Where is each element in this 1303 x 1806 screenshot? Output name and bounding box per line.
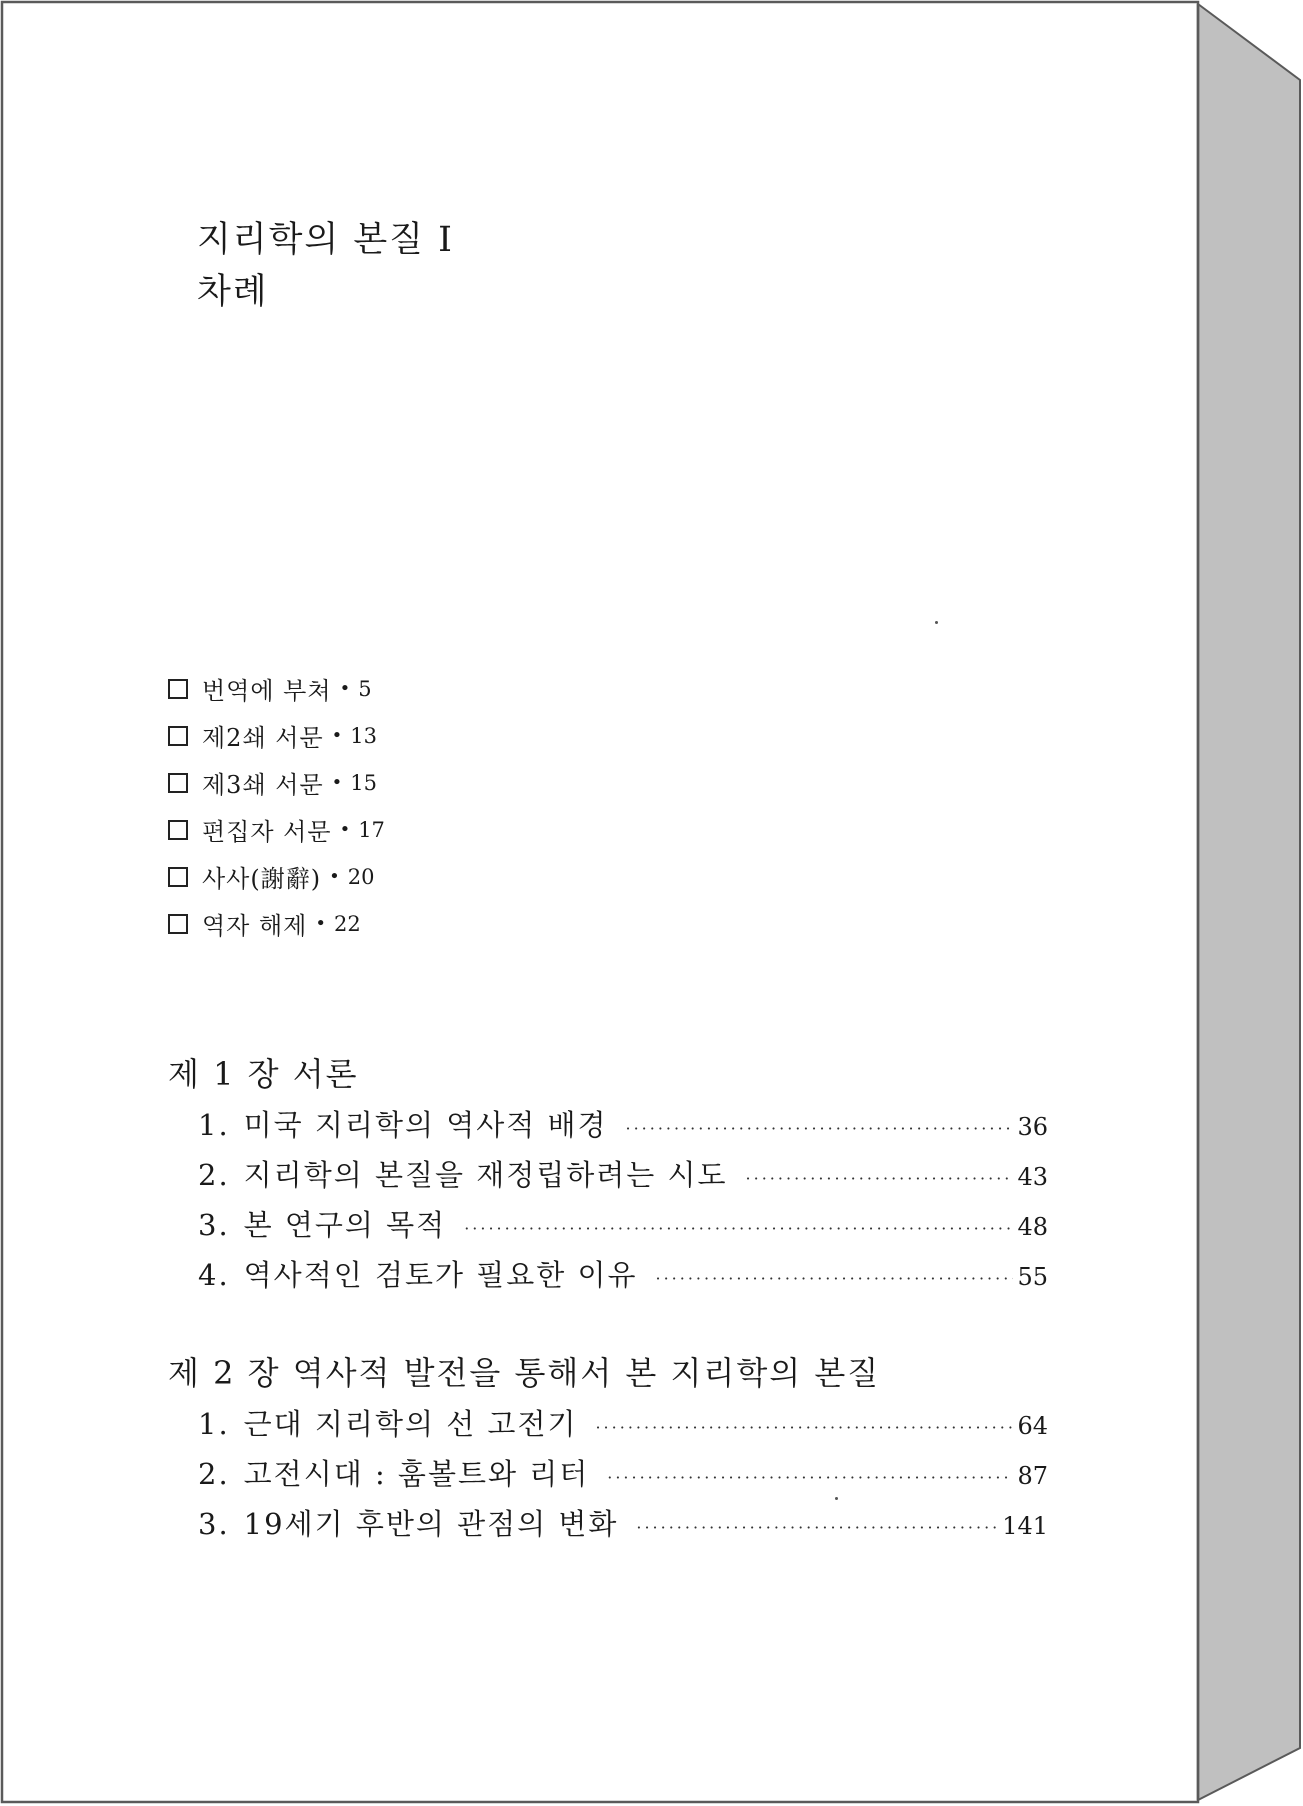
toc-entry-number: 2. — [198, 1158, 230, 1192]
front-matter-item[interactable] — [168, 806, 385, 853]
toc-entry-page: 48 — [1017, 1213, 1048, 1241]
dot-leader — [595, 1418, 1013, 1437]
dot-leader — [656, 1269, 1014, 1288]
toc-entry-number: 4. — [198, 1258, 230, 1292]
toc-entry-page: 55 — [1017, 1263, 1048, 1291]
page-title: 지리학의 본질 Ⅰ — [197, 220, 454, 260]
toc-entry-number: 3. — [198, 1507, 230, 1541]
toc-entry-page: 87 — [1017, 1462, 1048, 1490]
box-icon — [168, 726, 188, 746]
toc-entry[interactable] — [168, 1402, 1048, 1452]
front-matter-label: 사사(謝辭) — [202, 865, 322, 893]
separator-dot: • — [331, 725, 343, 746]
toc-entry[interactable] — [168, 1253, 1048, 1303]
toc-entry-title: 근대 지리학의 선 고전기 — [243, 1407, 578, 1441]
toc-entry-number: 1. — [198, 1407, 230, 1441]
toc-entry[interactable] — [168, 1502, 1048, 1552]
toc-entry-title: 본 연구의 목적 — [243, 1208, 447, 1242]
separator-dot: • — [331, 772, 343, 793]
chapter-title[interactable]: 제 2 장 역사적 발전을 통해서 본 지리학의 본질 — [168, 1354, 881, 1392]
front-matter-page: 13 — [350, 723, 377, 748]
toc-entry-number: 2. — [198, 1457, 230, 1491]
separator-dot: • — [329, 866, 340, 887]
toc-entry-page: 64 — [1017, 1412, 1048, 1440]
front-matter-label: 제3쇄 서문 — [202, 771, 324, 799]
chapter-1 — [168, 1049, 1048, 1303]
front-matter-page: 20 — [347, 864, 375, 889]
toc-entry-title: 고전시대 : 훔볼트와 리터 — [243, 1457, 590, 1491]
toc-entry-page: 43 — [1017, 1163, 1048, 1191]
box-icon — [168, 820, 188, 840]
front-matter-item[interactable] — [168, 712, 385, 759]
dot-leader — [636, 1518, 998, 1537]
front-matter-page: 15 — [350, 770, 377, 795]
toc-entry[interactable] — [168, 1153, 1048, 1203]
toc-entry-page: 141 — [1002, 1512, 1048, 1540]
box-icon — [168, 867, 188, 887]
toc-entry[interactable] — [168, 1203, 1048, 1253]
toc-entry-title: 역사적인 검토가 필요한 이유 — [243, 1258, 638, 1292]
front-matter-item[interactable] — [168, 900, 385, 947]
box-icon — [168, 914, 188, 934]
chapter-title[interactable]: 제 1 장 서론 — [168, 1055, 359, 1093]
toc-entry-title: 19세기 후반의 관점의 변화 — [243, 1507, 619, 1541]
dot-leader — [746, 1169, 1014, 1188]
front-matter-page: 17 — [358, 817, 385, 842]
separator-dot: • — [339, 819, 351, 840]
toc-entry-title: 지리학의 본질을 재정립하려는 시도 — [243, 1158, 728, 1192]
chapter-2 — [168, 1348, 1048, 1552]
box-icon — [168, 679, 188, 699]
front-matter-label: 역자 해제 — [202, 912, 308, 940]
dot-leader — [607, 1468, 1013, 1487]
scan-speck — [935, 621, 938, 624]
title-block — [197, 214, 454, 318]
box-icon — [168, 773, 188, 793]
separator-dot: • — [339, 678, 351, 699]
scan-speck — [835, 1497, 838, 1500]
toc-entry-page: 36 — [1017, 1113, 1048, 1141]
dot-leader — [464, 1219, 1013, 1238]
front-matter-item[interactable] — [168, 665, 385, 712]
front-matter-item[interactable] — [168, 853, 385, 900]
front-matter-page: 22 — [334, 911, 361, 936]
front-matter-page: 5 — [358, 676, 372, 701]
front-matter-label: 번역에 부쳐 — [202, 677, 332, 705]
front-matter-list — [168, 665, 385, 947]
toc-entry[interactable] — [168, 1452, 1048, 1502]
front-matter-label: 제2쇄 서문 — [202, 724, 324, 752]
toc-entry-title: 미국 지리학의 역사적 배경 — [243, 1108, 608, 1142]
toc-entry-number: 1. — [198, 1108, 230, 1142]
front-matter-label: 편집자 서문 — [202, 818, 332, 846]
separator-dot: • — [315, 913, 326, 934]
toc-entry[interactable] — [168, 1103, 1048, 1153]
dot-leader — [625, 1119, 1013, 1138]
front-matter-item[interactable] — [168, 759, 385, 806]
page-subtitle: 차례 — [197, 272, 269, 312]
toc-entry-number: 3. — [198, 1208, 230, 1242]
